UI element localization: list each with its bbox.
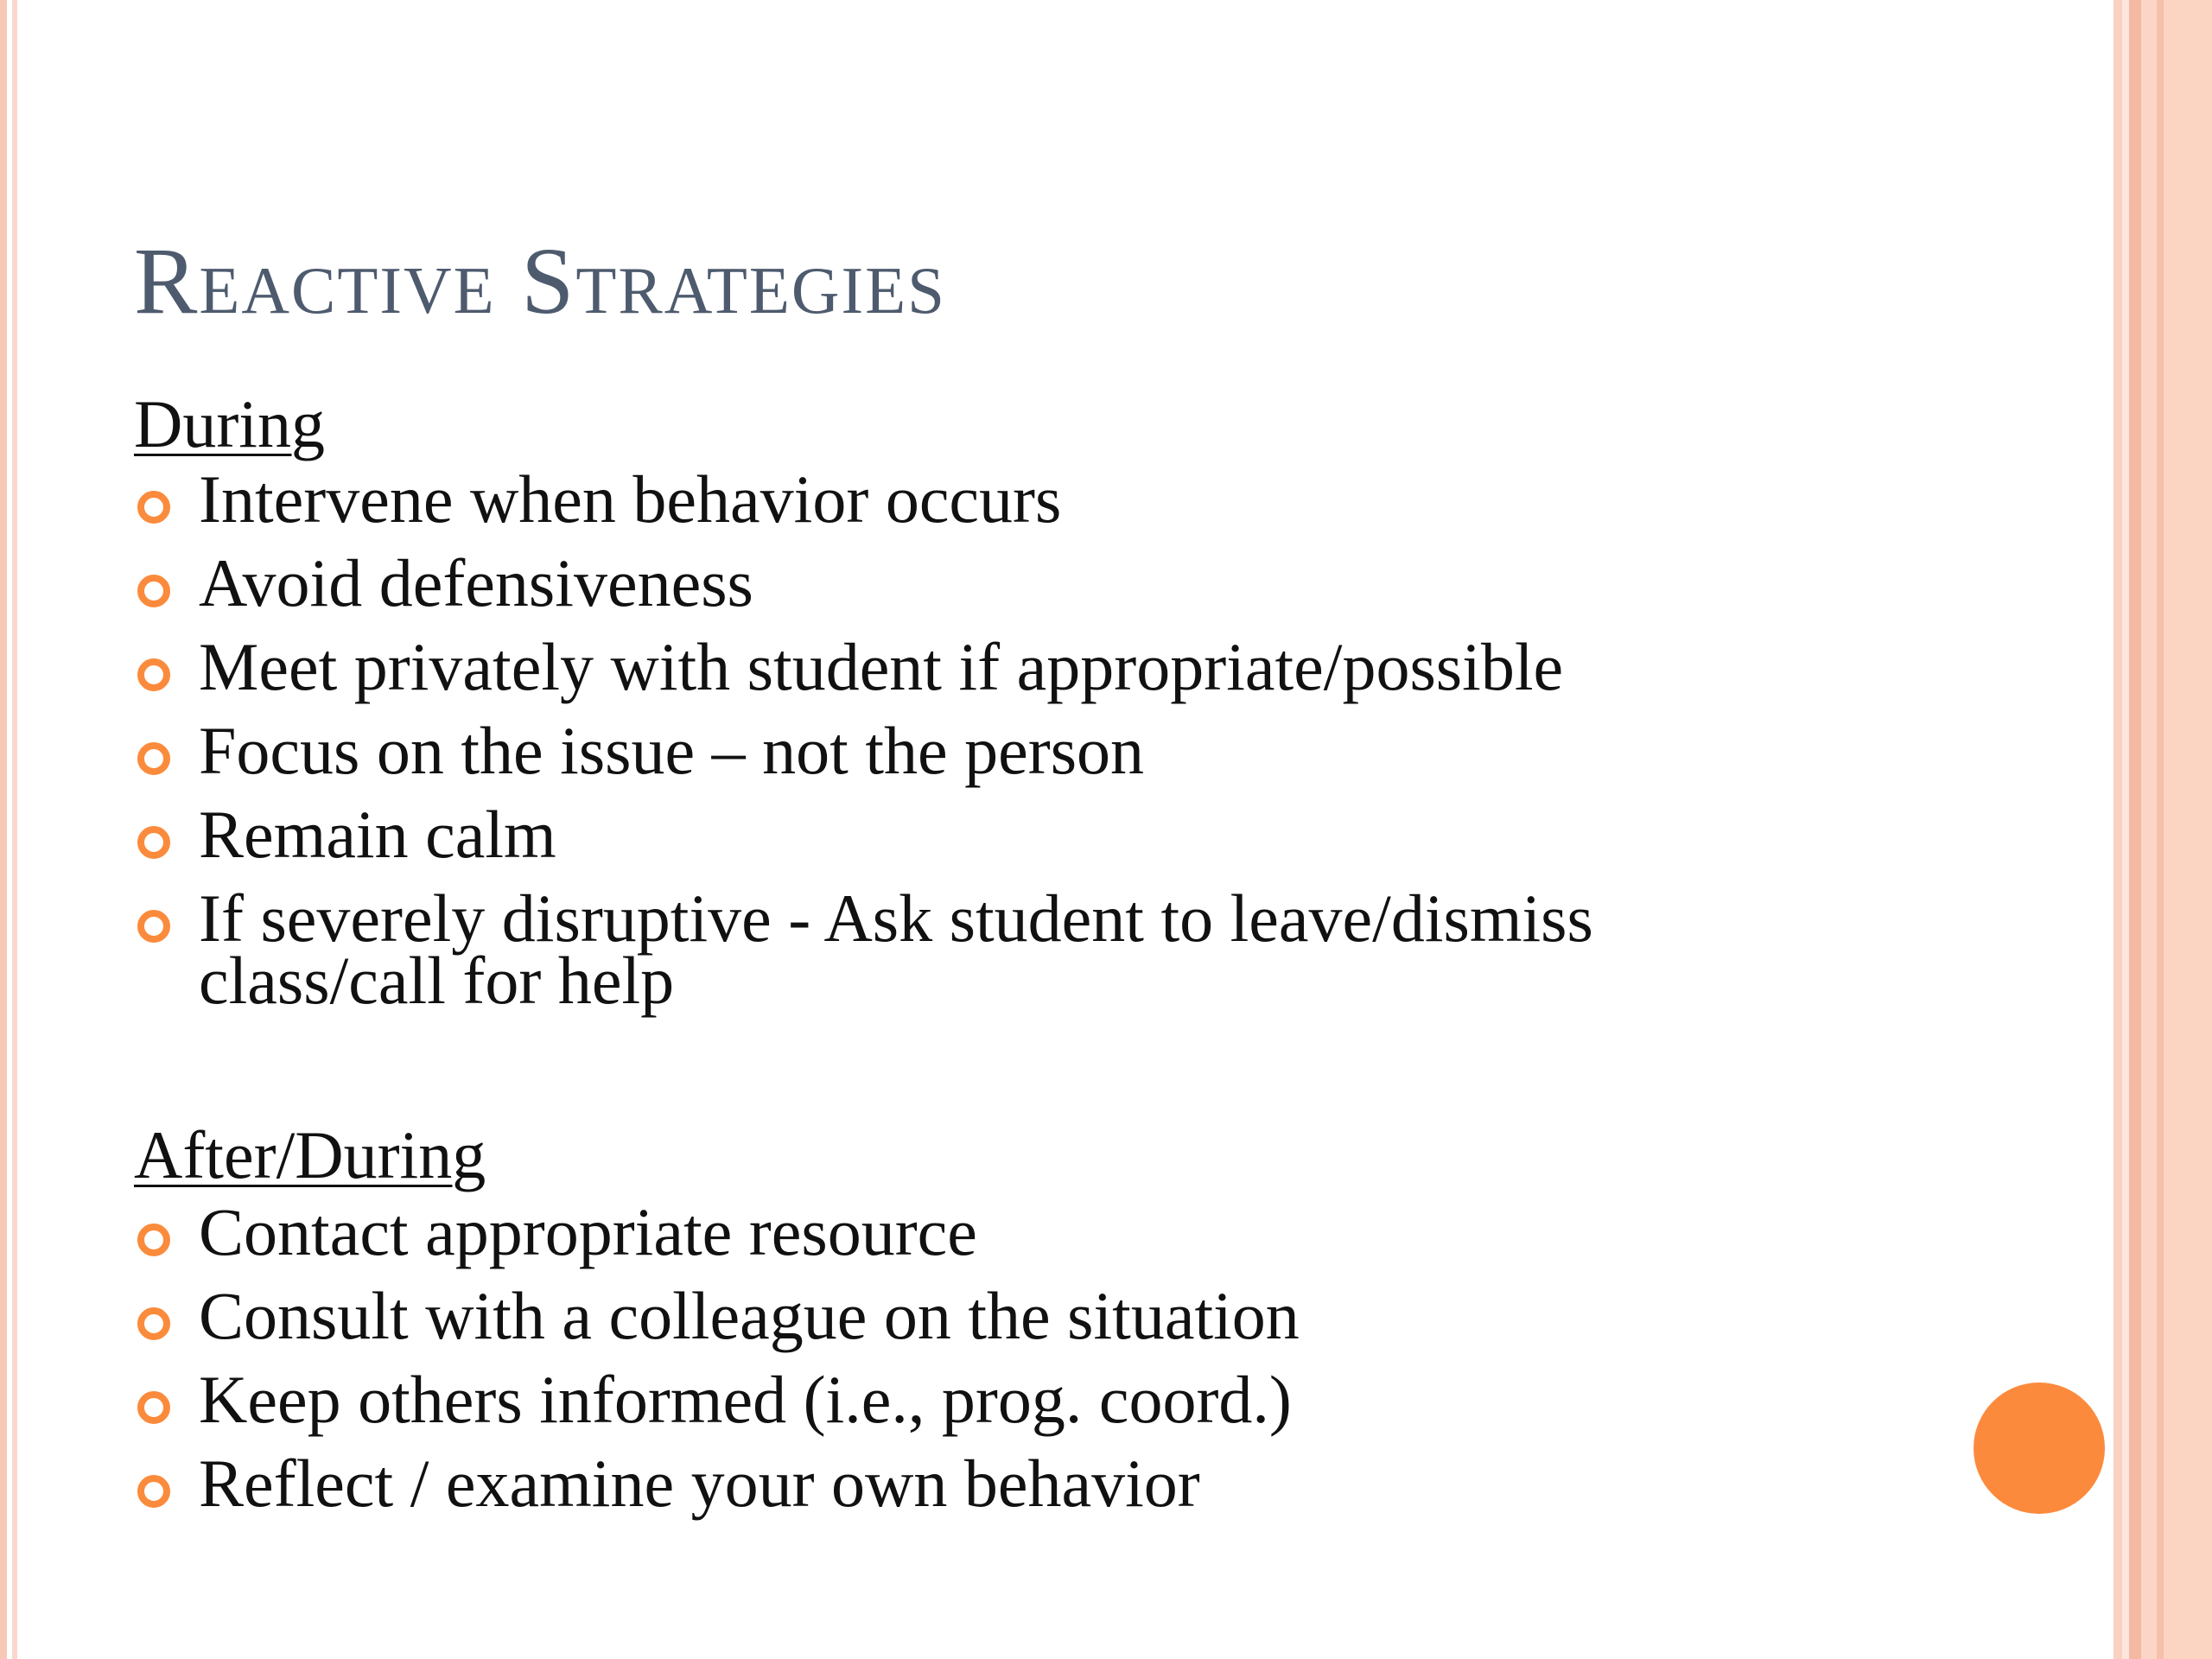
list-item <box>134 1278 1300 1353</box>
right-border-stripe <box>2141 0 2157 1659</box>
orange-ring-bullet-icon <box>137 742 170 775</box>
list-item <box>134 797 1593 872</box>
orange-ring-bullet-icon <box>137 575 170 607</box>
list-item-text-continuation: class/call for help <box>199 943 675 1018</box>
list-item-text: Intervene when behavior occurs <box>199 461 1062 537</box>
bullet-list-after-during <box>134 1194 1300 1536</box>
list-item-text: Avoid defensiveness <box>199 545 753 620</box>
left-border-stripe-inner <box>12 0 17 1659</box>
list-item <box>134 713 1593 788</box>
list-item <box>134 461 1593 537</box>
orange-ring-bullet-icon <box>137 910 170 943</box>
list-item <box>134 545 1593 620</box>
list-item-text: If severely disruptive - Ask student to leave/dismiss <box>199 880 1593 956</box>
orange-circle-decoration <box>1974 1382 2105 1514</box>
right-border-stripe <box>2122 0 2129 1659</box>
bullet-list-during <box>134 461 1593 1033</box>
list-item <box>134 880 1593 1018</box>
orange-ring-bullet-icon <box>137 1475 170 1508</box>
list-item-text: Reflect / examine your own behavior <box>199 1446 1200 1521</box>
right-border-stripe <box>2164 0 2212 1659</box>
list-item-text: Meet privately with student if appropriate/possible <box>199 629 1564 704</box>
list-item <box>134 1362 1300 1437</box>
orange-ring-bullet-icon <box>137 491 170 524</box>
orange-ring-bullet-icon <box>137 1224 170 1256</box>
list-item-text: Focus on the issue – not the person <box>199 713 1145 788</box>
list-item-text: Contact appropriate resource <box>199 1194 977 1269</box>
list-item-text: Remain calm <box>199 797 556 872</box>
list-item-text: Consult with a colleague on the situation <box>199 1278 1300 1353</box>
left-border-stripe <box>0 0 7 1659</box>
list-item-text: Keep others informed (i.e., prog. coord.) <box>199 1362 1292 1437</box>
right-border-stripe <box>2129 0 2141 1659</box>
list-item <box>134 1194 1300 1269</box>
orange-ring-bullet-icon <box>137 658 170 691</box>
orange-ring-bullet-icon <box>137 1307 170 1340</box>
slide-title: Reactive Strategies <box>134 228 947 334</box>
right-border-stripe <box>2157 0 2164 1659</box>
section-heading-after-during: After/During <box>134 1117 486 1192</box>
section-heading-during: During <box>134 386 325 461</box>
list-item <box>134 1446 1300 1521</box>
orange-ring-bullet-icon <box>137 1391 170 1424</box>
right-border-stripe <box>2113 0 2122 1659</box>
list-item <box>134 629 1593 704</box>
orange-ring-bullet-icon <box>137 826 170 859</box>
